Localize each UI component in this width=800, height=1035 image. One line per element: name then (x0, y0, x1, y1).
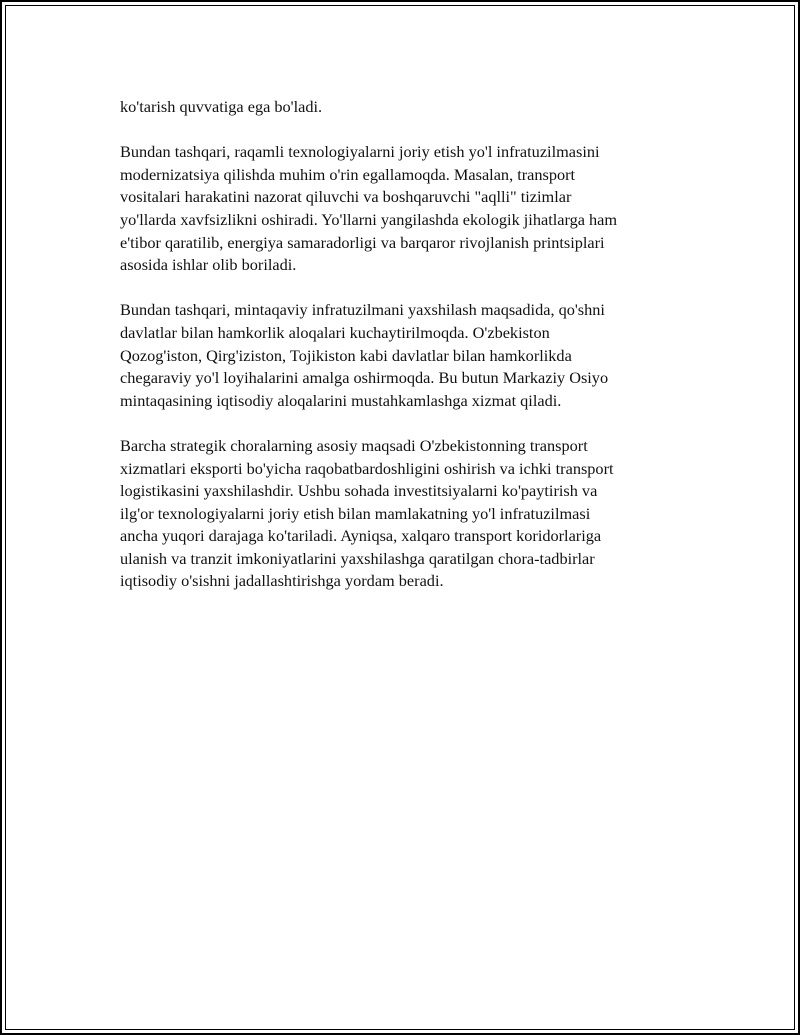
paragraph-continuation: ko'tarish quvvatiga ega bo'ladi. (120, 97, 323, 116)
paragraph-regional-cooperation: Bundan tashqari, mintaqaviy infratuzilmani yaxshilash maqsadida, qo'shni davlatlar bilan hamkorlik aloqalari kuchaytirilmoqda. O'zbekiston Qozog'iston, Qirg'iziston, Tojikiston kabi davlatlar bilan hamkorlikda chegaraviy yo'l loyihalarini amalga oshirmoqda. Bu butun Markaziy Osiyo mintaqasining iqtisodiy aloqalarini mustahkamlashga xizmat qiladi. (120, 300, 609, 410)
page-body-text (120, 96, 700, 616)
paragraph-digital-technologies: Bundan tashqari, raqamli texnologiyalarni joriy etish yo'l infratuzilmasini modernizatsiya qilishda muhim o'rin egallamoqda. Masalan, transport vositalari harakatini nazorat qiluvchi va boshqaruvchi "aqlli" tizimlar yo'llarda xavfsizlikni oshiradi. Yo'llarni yangilashda ekologik jihatlarga ham e'tibor qaratilib, energiya samaradorligi va barqaror rivojlanish printsiplari asosida ishlar olib boriladi. (120, 142, 618, 275)
paragraph-strategic-goals: Barcha strategik choralarning asosiy maqsadi O'zbekistonning transport xizmatlari eksporti bo'yicha raqobatbardoshligini oshirish va ichki transport logistikasini yaxshilashdir. Ushbu sohada investitsiyalarni ko'paytirish va ilg'or texnologiyalarni joriy etish bilan mamlakatning yo'l infratuzilmasi ancha yuqori darajaga ko'tariladi. Ayniqsa, xalqaro transport koridorlariga ulanish va tranzit imkoniyatlarini yaxshilashga qaratilgan chora-tadbirlar iqtisodiy o'sishni jadallashtirishga yordam beradi. (120, 435, 614, 591)
